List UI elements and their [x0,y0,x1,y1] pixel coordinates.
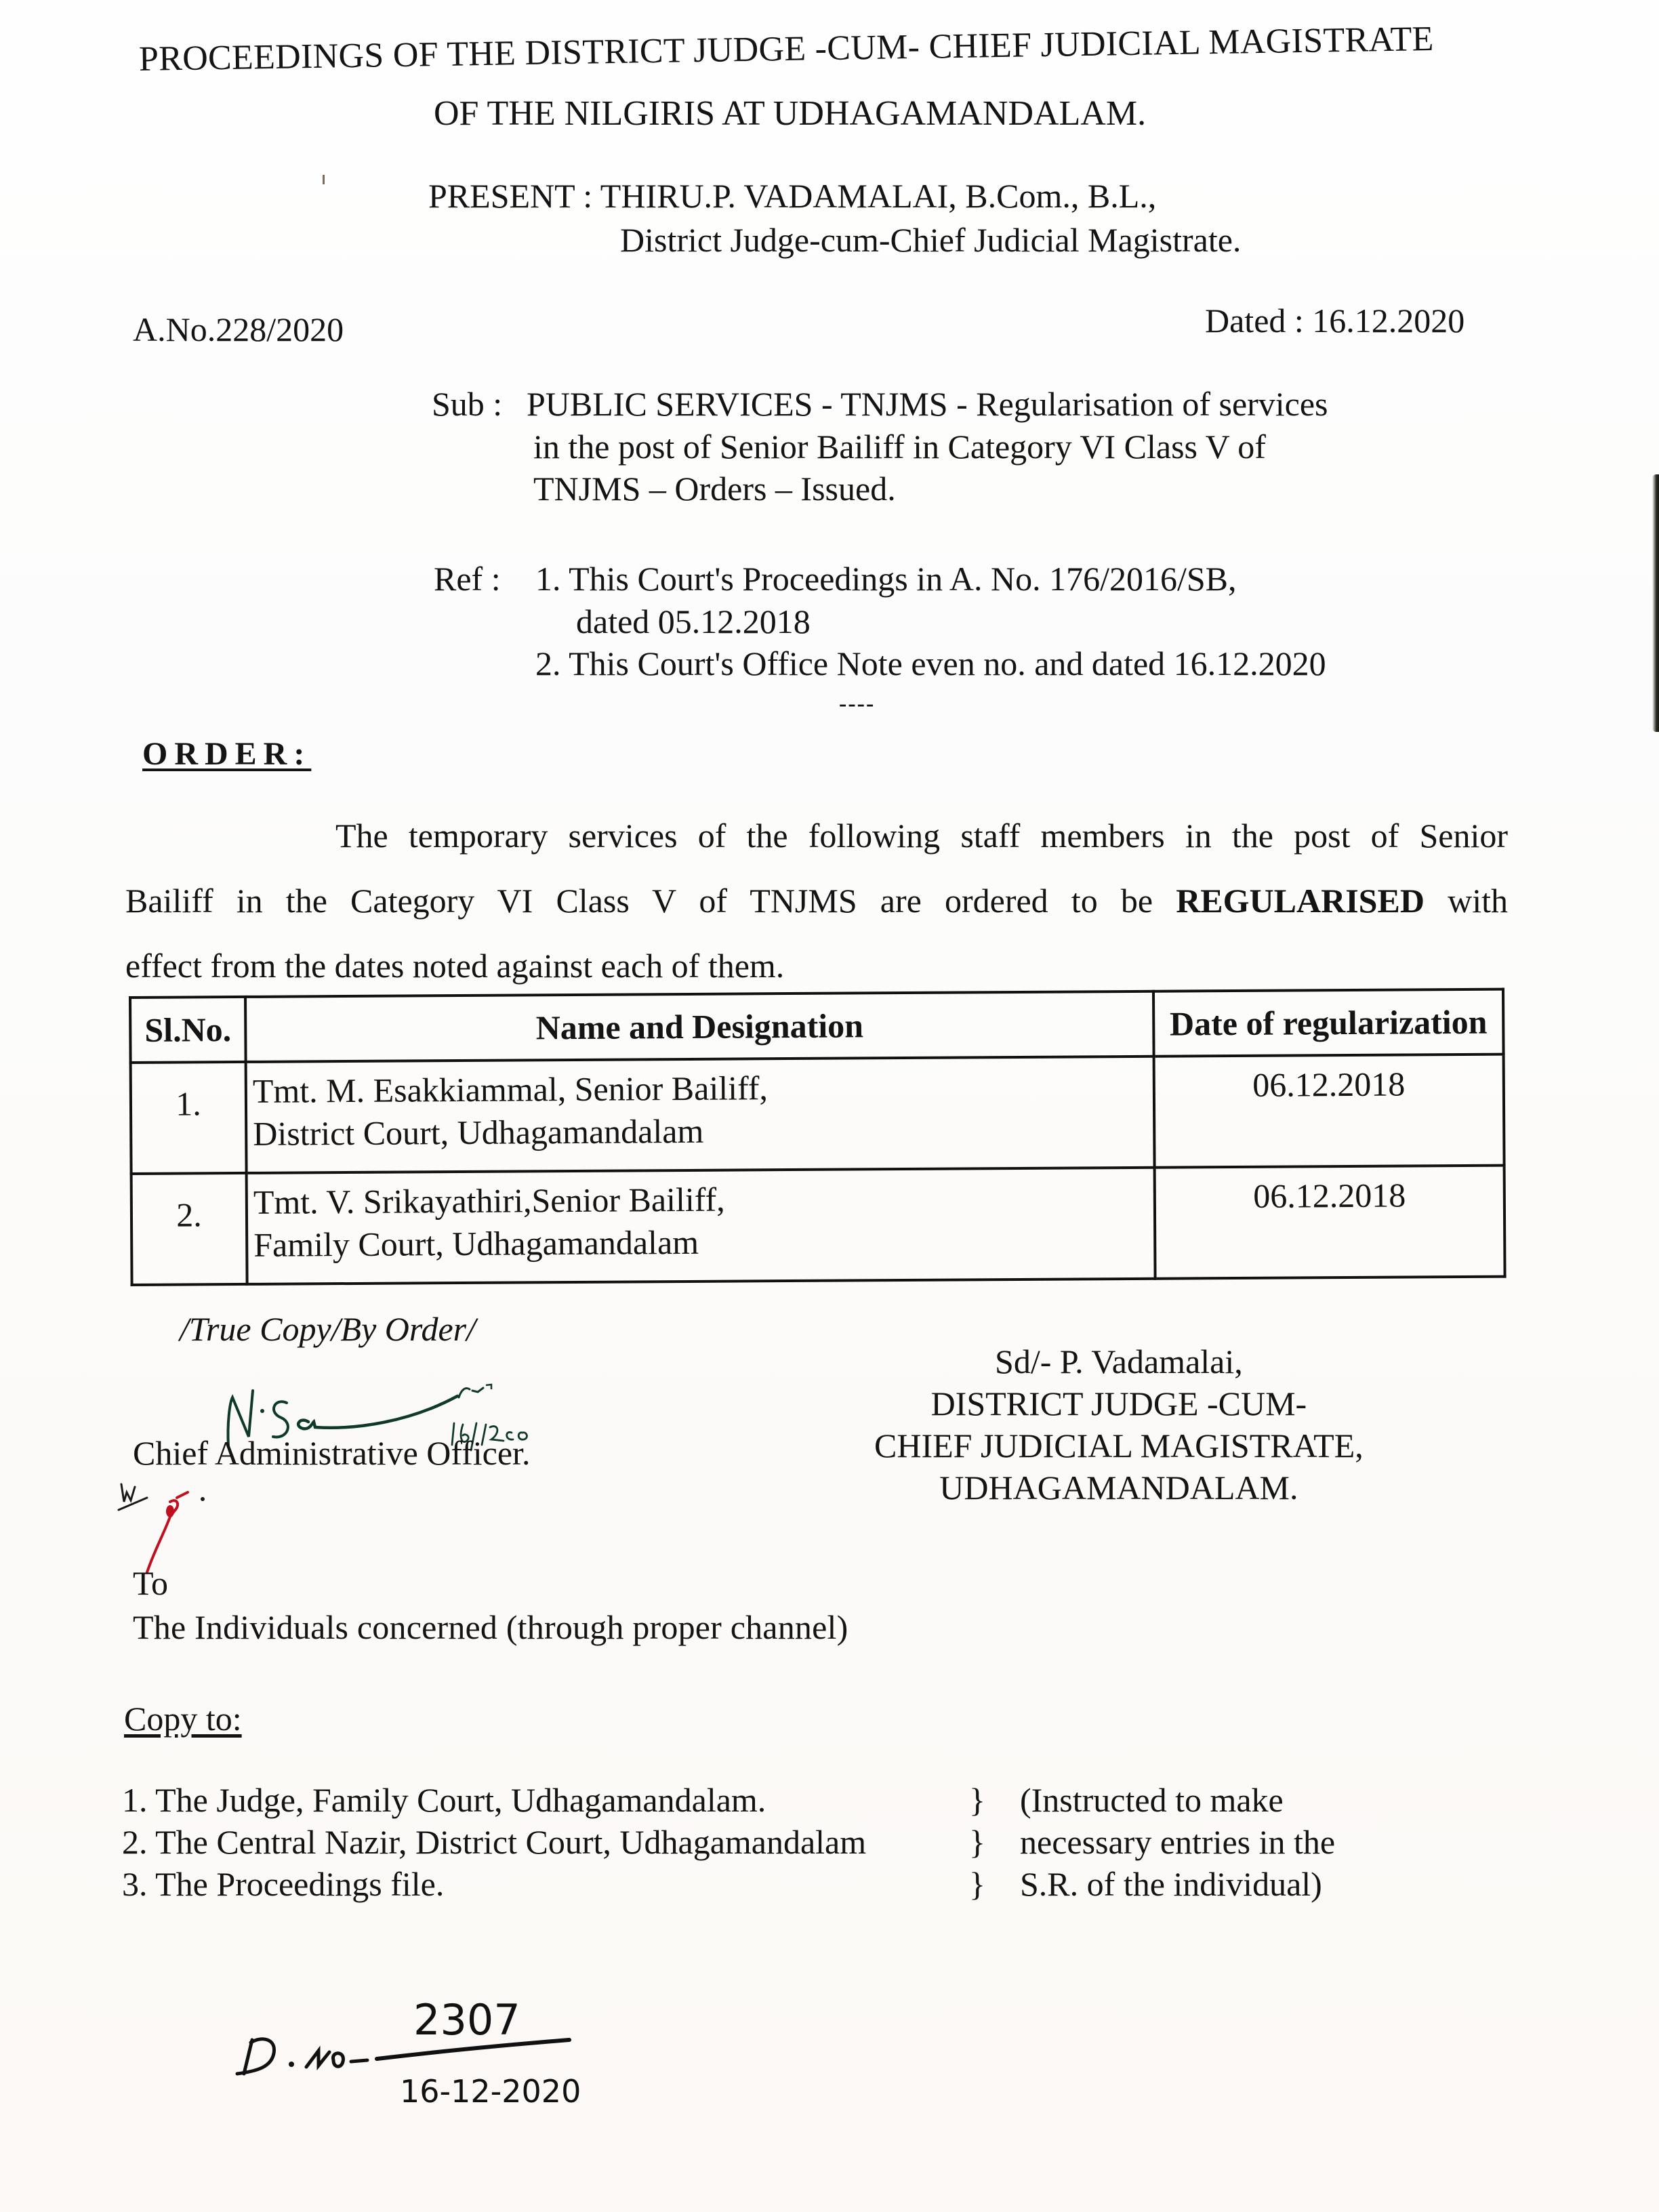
subject-line3: TNJMS – Orders – Issued. [533,470,896,508]
chief-administrative-officer-label: Chief Administrative Officer. [133,1434,531,1472]
cell-date: 06.12.2018 [1154,1054,1504,1168]
copy-recipient: 3. The Proceedings file. [122,1865,445,1903]
copy-recipient: 2. The Central Nazir, District Court, Udhagamandalam [122,1823,867,1861]
subject-label: Sub : [432,385,503,423]
order-paragraph [125,803,1508,998]
subject-block [432,383,1328,510]
employee-name: Tmt. M. Esakkiammal, Senior Bailiff, [252,1069,769,1110]
employee-office: District Court, Udhagamandalam [253,1111,704,1153]
header-sl-no: Sl.No. [130,997,246,1063]
table-header-row [130,989,1504,1063]
order-paragraph-line1: The temporary services of the following staff members in the post of Senior [335,817,1508,855]
regularised-emphasis: REGULARISED [1176,882,1425,920]
copy-to-list [122,1779,1386,1905]
proceedings-title-line2: OF THE NILGIRIS AT UDHAGAMANDALAM. [434,94,1147,133]
proceedings-number: A.No.228/2020 [133,310,344,348]
present-line [428,175,1156,218]
handwritten-dispatch-number-icon [217,1986,664,2114]
reference-item-1-date: dated 05.12.2018 [576,602,811,640]
judge-signature-block [874,1340,1364,1509]
signatory-designation-1: DISTRICT JUDGE -CUM- [930,1385,1307,1422]
signatory-designation-2: CHIEF JUDICIAL MAGISTRATE, [874,1427,1364,1465]
cell-date: 06.12.2018 [1155,1166,1505,1279]
copy-to-heading: Copy to: [124,1700,242,1738]
order-text: Bailiff in the Category VI Class V of TNJMS are ordered to be [125,882,1153,920]
to-addressee: The Individuals concerned (through proper channel) [133,1608,848,1646]
page-edge-shadow [1652,474,1659,732]
handwritten-initials-icon [112,1477,234,1579]
table-row [131,1166,1505,1285]
brace: } [969,1823,985,1861]
present-designation: District Judge-cum-Chief Judicial Magistrate. [620,221,1242,259]
employee-office: Family Court, Udhagamandalam [253,1223,699,1264]
present-name: THIRU.P. VADAMALAI, B.Com., B.L., [600,177,1157,215]
references-label: Ref : [434,560,501,598]
to-label: To [133,1564,169,1602]
dispatch-date: 16-12-2020 [400,2073,581,2110]
order-text: with [1448,882,1509,920]
order-paragraph-line2 [125,868,1508,933]
cell-name-designation [246,1057,1155,1173]
header-date-regularization: Date of regularization [1153,989,1504,1057]
list-item [122,1779,1386,1821]
subject-line1: PUBLIC SERVICES - TNJMS - Regularisation of services [527,385,1328,423]
cell-sl-no: 2. [131,1173,247,1285]
order-paragraph-line3: effect from the dates noted against each of them. [125,947,785,985]
paper-speck [323,175,325,184]
references-block [434,558,1326,685]
copy-instruction: (Instructed to make [1020,1781,1284,1819]
present-label: PRESENT : [428,177,593,215]
copy-instruction: S.R. of the individual) [1020,1865,1322,1903]
employee-name: Tmt. V. Srikayathiri,Senior Bailiff, [253,1180,725,1221]
brace: } [969,1781,985,1819]
list-item [122,1821,1386,1863]
header-name-designation: Name and Designation [245,991,1154,1062]
reference-item-1: 1. This Court's Proceedings in A. No. 176/2016/SB, [535,560,1237,598]
section-separator: ---- [839,691,876,716]
true-copy-note: /True Copy/By Order/ [180,1310,476,1348]
order-heading: ORDER: [142,736,312,772]
list-item [122,1863,1386,1905]
table-row [131,1054,1504,1174]
signed-by: Sd/- P. Vadamalai, [995,1343,1243,1380]
dispatch-number: 2307 [413,1995,520,2045]
cell-name-designation [247,1168,1155,1284]
subject-line2: in the post of Senior Bailiff in Category VI Class V of [533,427,1266,466]
proceedings-date: Dated : 16.12.2020 [1205,302,1465,340]
signatory-location: UDHAGAMANDALAM. [939,1469,1298,1507]
proceedings-title-line1: PROCEEDINGS OF THE DISTRICT JUDGE -CUM- CHIEF JUDICIAL MAGISTRATE [138,19,1435,79]
regularisation-table [129,988,1507,1286]
copy-instruction: necessary entries in the [1020,1823,1336,1861]
brace: } [969,1865,985,1903]
copy-recipient: 1. The Judge, Family Court, Udhagamandalam. [122,1781,766,1819]
cell-sl-no: 1. [131,1062,247,1174]
reference-item-2: 2. This Court's Office Note even no. and dated 16.12.2020 [535,644,1326,682]
